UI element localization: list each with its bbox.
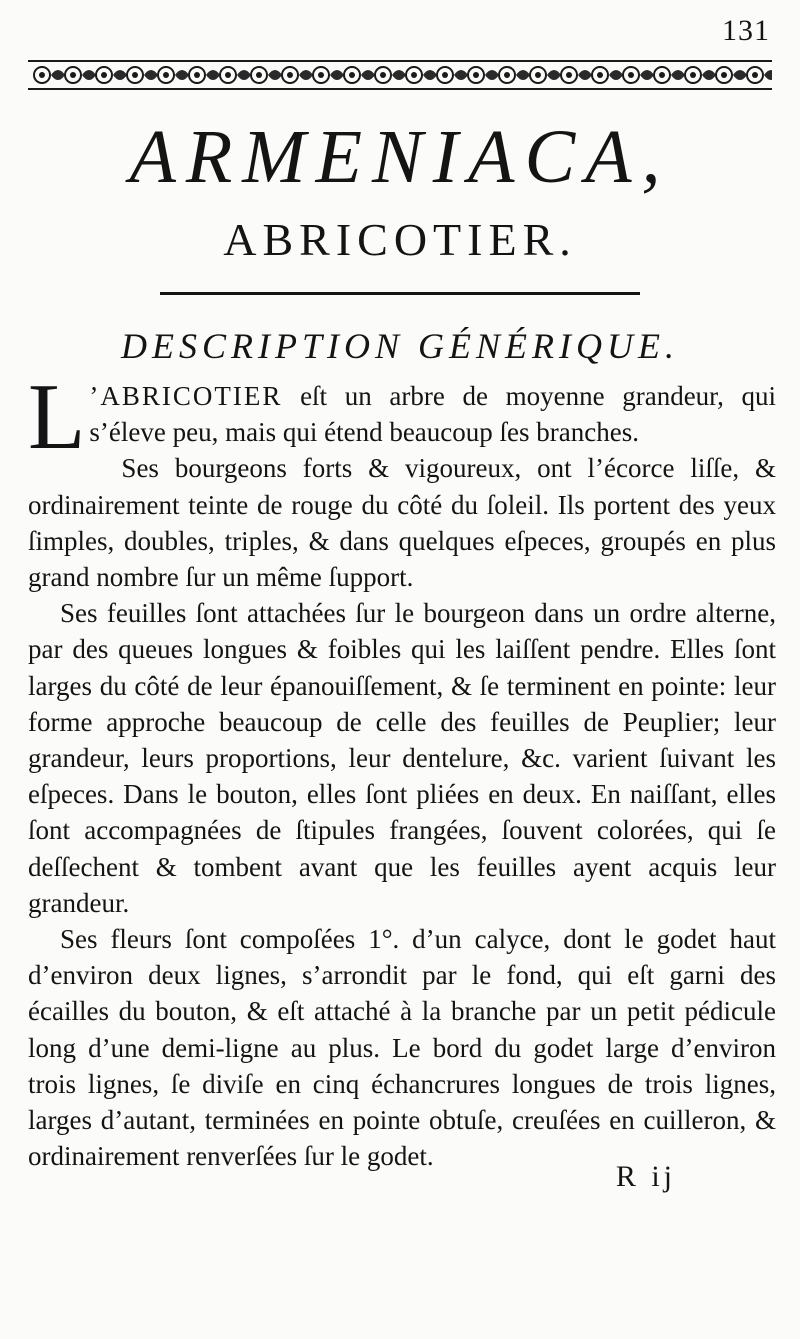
divider-rule bbox=[160, 292, 640, 295]
signature-mark: R ij bbox=[615, 1160, 676, 1193]
lead-word: ’ABRICOTIER bbox=[89, 381, 283, 411]
page-title: ARMENIACA, bbox=[129, 115, 671, 199]
drop-cap: L bbox=[28, 365, 86, 469]
paragraph-2: Ses bourgeons forts & vigoureux, ont l’écorce liſſe, & ordinairement teinte de rouge du côté du ſoleil. Ils portent des yeux ſimples, doubles, triples, & dans quelques eſpeces, groupés en plus grand nombre ſur un même ſupport. bbox=[28, 453, 776, 593]
body-text bbox=[28, 365, 776, 1174]
page-number: 131 bbox=[722, 14, 770, 47]
paragraph-1-text: eſt un arbre de moyenne grandeur, qui s’éleve peu, mais qui étend beaucoup ſes branches. bbox=[89, 381, 776, 448]
floral-ornament-icon bbox=[28, 58, 772, 92]
paragraph-4: Ses fleurs ſont compoſées 1°. d’un calyce, dont le godet haut d’environ deux lignes, s’arrondit par le fond, qui eſt garni des écailles du bouton, & eſt attaché à la branche par un petit pédicule long d’une demi-ligne au plus. Le bord du godet large d’environ trois lignes, ſe diviſe en cinq échancrures longues de trois lignes, larges d’autant, terminées en pointe obtuſe, creuſées en cuilleron, & ordinairement renverſées ſur le godet. bbox=[28, 924, 776, 1172]
paragraph-1 bbox=[28, 365, 776, 469]
section-title: DESCRIPTION GÉNÉRIQUE. bbox=[121, 326, 679, 366]
page-subtitle: ABRICOTIER. bbox=[223, 214, 577, 265]
paragraph-3: Ses feuilles ſont attachées ſur le bourgeon dans un ordre alterne, par des queues longues & foibles qui les laiſſent pendre. Elles ſont larges du côté de leur épanouiſſement, & ſe terminent en pointe: leur forme approche beaucoup de celle des feuilles de Peuplier; leur grandeur, leurs proportions, leur dentelure, &c. varient ſuivant les eſpeces. Dans le bouton, elles ſont pliées en deux. En naiſſant, elles ſont accompagnées de ſtipules frangées, ſouvent colorées, qui ſe deſſechent & tombent avant que les feuilles ayent acquis leur grandeur. bbox=[28, 598, 776, 918]
